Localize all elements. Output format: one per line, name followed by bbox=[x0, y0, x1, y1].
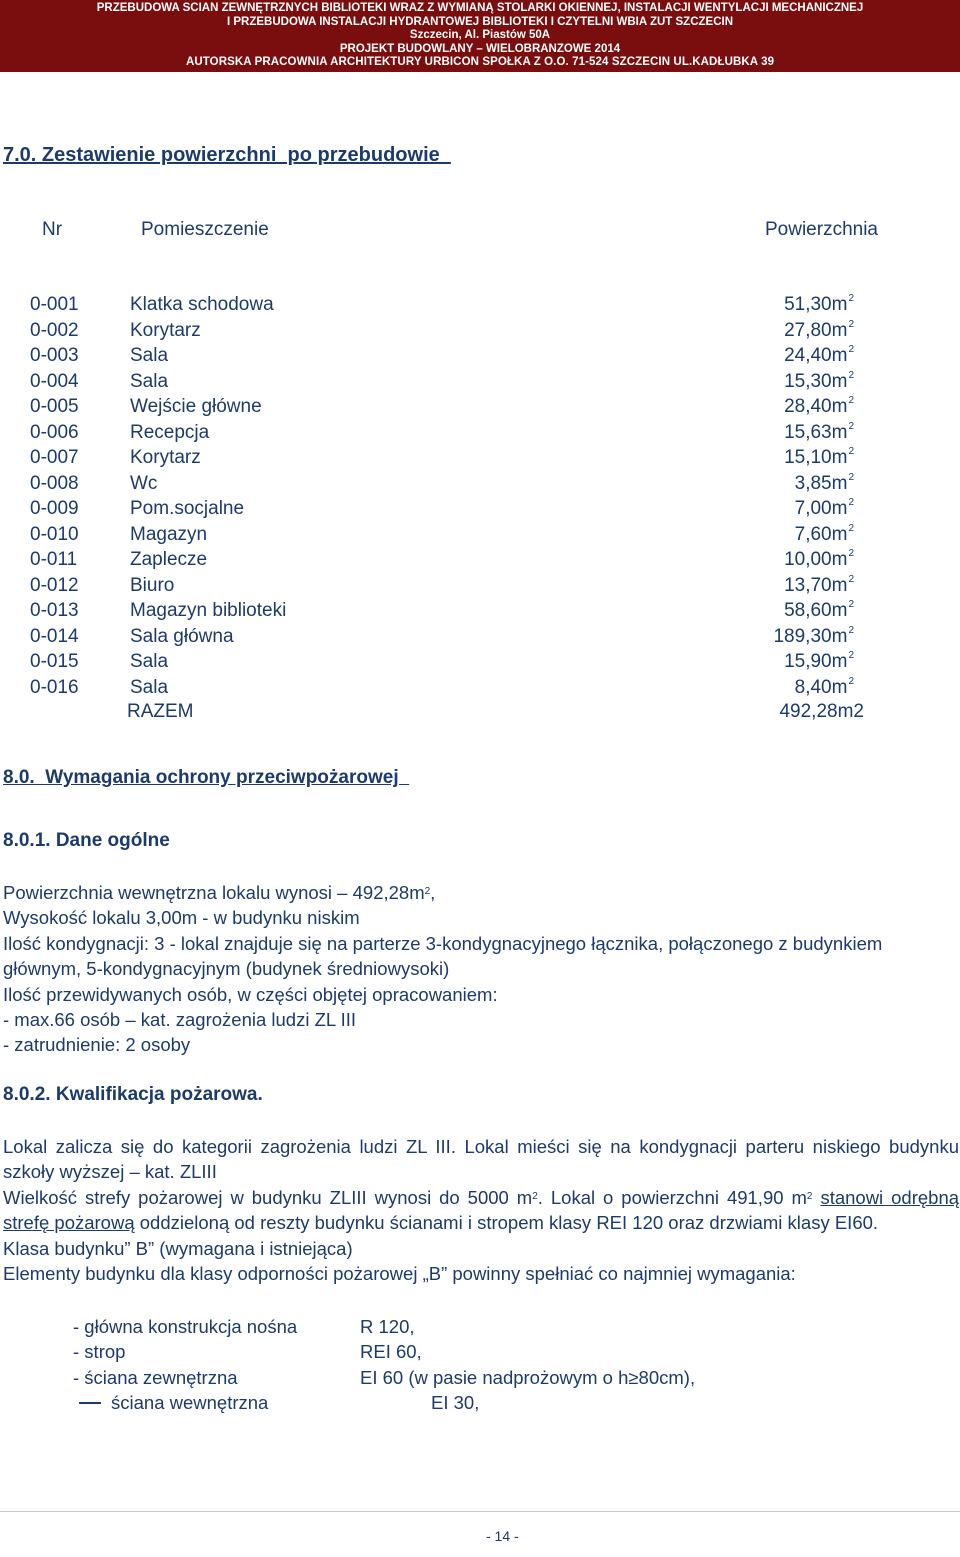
section-8-0-2-title: 8.0.2. Kwalifikacja pożarowa. bbox=[3, 1084, 263, 1105]
staff-line: - zatrudnienie: 2 osoby bbox=[3, 1034, 191, 1056]
height-line: Wysokość lokalu 3,00m - w budynku niskim bbox=[3, 907, 360, 929]
total-label: RAZEM bbox=[127, 701, 194, 722]
column-header-nr: Nr bbox=[42, 219, 63, 240]
room-area: $189,30m^2$ bbox=[773, 624, 854, 647]
room-area: $58,60m^2$ bbox=[784, 599, 854, 621]
room-number: 0-009 bbox=[30, 498, 79, 519]
room-number: 0-005 bbox=[30, 396, 79, 417]
storeys-line: Ilość kondygnacji: 3 - lokal znajduje się na parterze 3-kondygnacyjnego łącznika, połączonego z budynkiem głównym, 5-kondygnacyjnym (budynek średniowysoki) bbox=[3, 932, 883, 980]
room-number: 0-011 bbox=[30, 549, 78, 570]
header-line-2: I PRZEBUDOWA INSTALACJI HYDRANTOWEJ BIBLIOTEKI I CZYTELNI WBIA ZUT SZCZECIN bbox=[227, 15, 733, 28]
room-name: Sala bbox=[130, 676, 169, 698]
table-row bbox=[0, 524, 960, 550]
occupants-line: Ilość przewidywanych osób, w części objętej opracowaniem: bbox=[3, 983, 498, 1005]
room-area: $15,10m^2$ bbox=[784, 446, 854, 468]
room-area: $15,63m^2$ bbox=[784, 420, 854, 443]
room-number: 0-007 bbox=[30, 447, 79, 468]
room-number: 0-002 bbox=[30, 319, 79, 341]
column-header-area: Powierzchnia bbox=[765, 219, 878, 240]
header-line-4: PROJEKT BUDOWLANY – WIELOBRANŻOWE 2014 bbox=[339, 42, 621, 55]
room-area: $28,40m^2$ bbox=[784, 395, 854, 417]
room-area: $15,30m^2$ bbox=[784, 369, 854, 392]
table-row bbox=[0, 294, 960, 320]
room-area: $3,85m^2$ bbox=[794, 471, 854, 494]
room-name: Biuro bbox=[130, 574, 175, 596]
total-value: 492,28m2 bbox=[779, 701, 864, 722]
room-number: 0-008 bbox=[30, 472, 79, 494]
room-name: Sala główna bbox=[130, 625, 234, 647]
table-row bbox=[0, 422, 960, 448]
room-number: 0-010 bbox=[30, 523, 79, 545]
internal-area-line: Powierzchnia wewnętrzna lokalu wynosi – $492,28m^2$, bbox=[3, 882, 436, 903]
header-line-3: Szczecin, Al. Piastów 50A bbox=[409, 29, 551, 42]
table-row bbox=[0, 549, 960, 575]
room-name: Korytarz bbox=[130, 319, 201, 341]
room-name: Magazyn bbox=[130, 523, 208, 545]
table-row bbox=[0, 396, 960, 422]
section-8-title: 8.0. Wymagania ochrony przeciwpożarowej bbox=[3, 767, 410, 788]
fire-classification-block bbox=[3, 1134, 959, 1286]
table-row bbox=[0, 473, 960, 499]
room-number: 0-015 bbox=[30, 651, 79, 672]
room-number: 0-004 bbox=[30, 370, 79, 392]
table-row bbox=[0, 371, 960, 397]
room-name: Zaplecze bbox=[130, 549, 208, 570]
room-name: Klatka schodowa bbox=[130, 294, 274, 315]
room-number: 0-006 bbox=[30, 421, 79, 443]
building-class-line: Klasa budynku” B” (wymagana i istniejąca) bbox=[3, 1237, 353, 1259]
room-name: Pom.socjalne bbox=[130, 498, 245, 519]
room-area: $15,90m^2$ bbox=[784, 650, 854, 672]
room-area: $7,60m^2$ bbox=[794, 522, 854, 545]
room-number: 0-016 bbox=[30, 676, 79, 698]
rooms-table bbox=[0, 294, 960, 702]
document-header bbox=[0, 0, 960, 72]
room-area: $8,40m^2$ bbox=[794, 675, 854, 698]
table-row bbox=[0, 320, 960, 346]
room-name: Wc bbox=[130, 472, 158, 494]
page-number: - 14 - bbox=[486, 1528, 519, 1544]
fire-zone-paragraph: Wielkość strefy pożarowej w budynku ZLIII wynosi do 5000 $m^2$. Lokal o powierzchni 491,90 $m^2$ stanowi odrębną strefę pożarową oddzieloną od reszty budynku ścianami i stropem klasy REI 120 oraz drzwiami klasy EI60. bbox=[3, 1186, 960, 1234]
room-area: $13,70m^2$ bbox=[784, 573, 854, 596]
table-row bbox=[0, 626, 960, 652]
room-number: 0-012 bbox=[30, 574, 79, 596]
room-number: 0-003 bbox=[30, 345, 79, 366]
room-area: $27,80m^2$ bbox=[784, 318, 854, 341]
section-7-title: 7.0. Zestawienie powierzchni po przebudowie bbox=[3, 144, 451, 166]
header-line-1: PRZEBUDOWA ŚCIAN ZEWNĘTRZNYCH BIBLIOTEKI WRAZ Z WYMIANĄ STOLARKI OKIENNEJ, INSTALACJI WENTYLACJI MECHANICZNEJ bbox=[96, 2, 864, 14]
room-area: $24,40m^2$ bbox=[784, 344, 854, 366]
table-row bbox=[0, 447, 960, 473]
table-row bbox=[0, 600, 960, 626]
room-name: Korytarz bbox=[130, 447, 201, 468]
room-area: $7,00m^2$ bbox=[794, 497, 854, 519]
room-name: Recepcja bbox=[130, 421, 210, 443]
max-persons-line: - max.66 osób – kat. zagrożenia ludzi ZL III bbox=[3, 1009, 357, 1031]
page-footer bbox=[0, 1511, 960, 1557]
room-number: 0-013 bbox=[30, 600, 79, 621]
room-number: 0-014 bbox=[30, 625, 79, 647]
table-row bbox=[0, 498, 960, 524]
room-name: Sala bbox=[130, 651, 169, 672]
room-name: Magazyn biblioteki bbox=[130, 600, 287, 621]
table-row bbox=[0, 651, 960, 677]
zl-category-paragraph: Lokal zalicza się do kategorii zagrożenia ludzi ZL III. Lokal mieści się na kondygnacji parteru niskiego budynku szkoły wyższej – kat. ZLIII bbox=[3, 1136, 959, 1183]
general-data-block bbox=[3, 880, 959, 1058]
column-header-room: Pomieszczenie bbox=[141, 219, 269, 240]
table-row bbox=[0, 575, 960, 601]
section-8-0-1-title: 8.0.1. Dane ogólne bbox=[3, 830, 170, 851]
room-name: Sala bbox=[130, 345, 169, 366]
table-row bbox=[0, 677, 960, 703]
room-area: $10,00m^2$ bbox=[784, 548, 854, 570]
dash-bullet bbox=[79, 1402, 101, 1404]
room-number: 0-001 bbox=[30, 294, 79, 315]
header-line-5: AUTORSKA PRACOWNIA ARCHITEKTURY URBICON SPÓŁKA Z O.O. 71-524 SZCZECIN UL.KADŁUBKA 39 bbox=[185, 56, 775, 69]
table-row bbox=[0, 345, 960, 371]
room-area: $51,30m^2$ bbox=[784, 293, 854, 315]
room-name: Wejście główne bbox=[130, 396, 262, 417]
elements-intro-line: Elementy budynku dla klasy odporności pożarowej „B” powinny spełniać co najmniej wymagania: bbox=[3, 1263, 796, 1285]
room-name: Sala bbox=[130, 370, 169, 392]
